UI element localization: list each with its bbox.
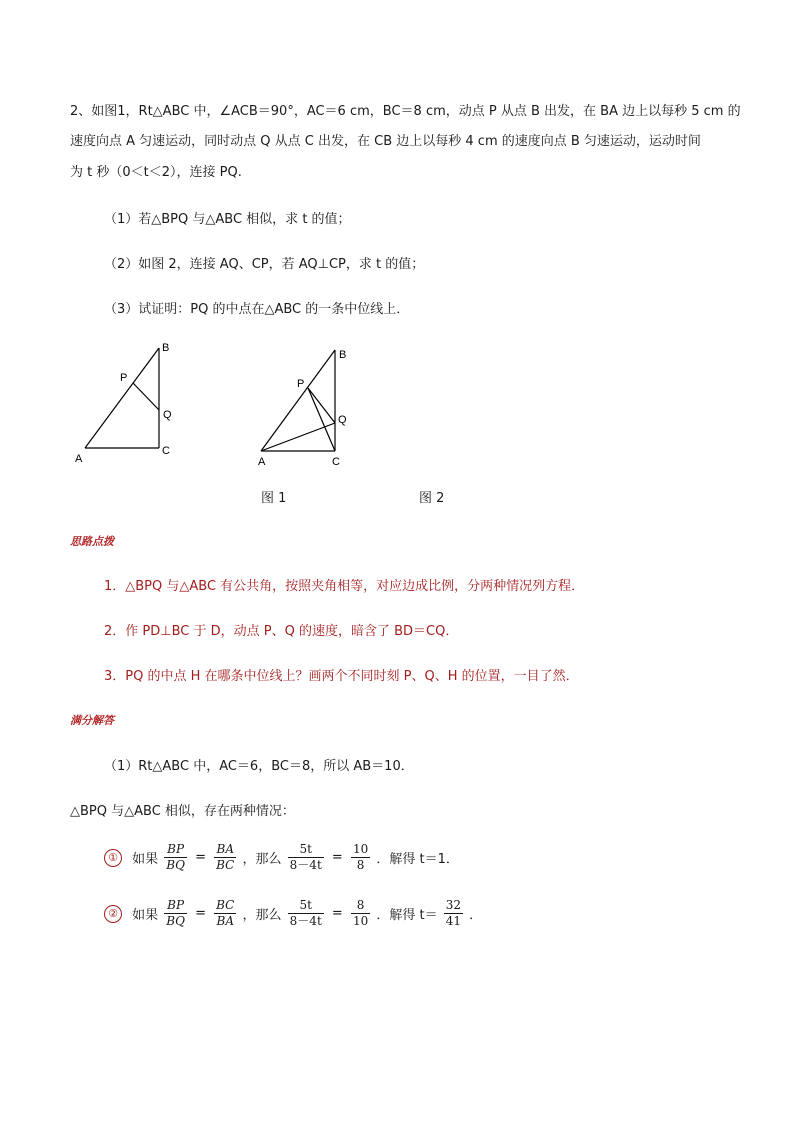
figure-2 [250,345,370,475]
case-2-mid: ，那么 [242,908,282,923]
hints-heading: 思路点拨 [70,535,114,548]
fig1-label-p: P [120,372,128,384]
case-2-fraction-32-41 [444,898,463,929]
fig2-label-c: C [332,456,340,468]
frac-numerator: 32 [445,898,462,912]
case-2-fraction-8-10 [351,898,370,929]
frac-numerator: BP [164,842,187,858]
figure-1 [70,340,190,470]
case-1-fraction-bp-bq [164,842,187,873]
case-1-result: ．解得 t＝1． [376,852,459,867]
frac-denominator: BQ [166,914,185,928]
case-1-fraction-5t [288,842,324,873]
fig2-label-p: P [297,378,305,390]
frac-denominator: 8－4t [289,858,322,872]
fig1-label-q: Q [163,409,172,421]
frac-numerator: BP [164,898,187,914]
case-1-prefix: 如果 [132,852,159,867]
case-1-mid: ，那么 [242,852,282,867]
case-1-number: ① [104,849,122,867]
hint-2: 2．作 PD⊥BC 于 D，动点 P、Q 的速度，暗含了 BD＝CQ． [104,624,459,639]
case-1-fraction-10-8 [351,842,370,873]
fig2-segment-pq [308,388,335,423]
frac-denominator: 8 [356,858,365,872]
fig1-label-a: A [75,453,83,465]
equals-sign: = [331,906,343,921]
frac-numerator: 5t [288,842,324,858]
case-2-fraction-5t [288,898,324,929]
case-1-fraction-ba-bc [214,842,236,873]
solution-case-1 [104,842,459,873]
case-2-result: ．解得 t＝ [376,908,438,923]
question-2: （2）如图 2，连接 AQ、CP，若 AQ⊥CP，求 t 的值； [104,257,425,272]
fig1-label-b: B [162,342,170,354]
solution-heading: 满分解答 [70,714,114,727]
problem-line-3: 为 t 秒（0＜t＜2），连接 PQ. [70,165,242,180]
problem-line-2: 速度向点 A 匀速运动，同时动点 Q 从点 C 出发，在 CB 边上以每秒 4 cm 的速度向点 B 匀速运动，运动时间 [70,134,701,149]
fig2-label-q: Q [338,414,347,426]
case-2-prefix: 如果 [132,908,159,923]
fig1-label-c: C [162,445,170,457]
equals-sign: = [195,850,206,865]
frac-numerator: 8 [351,898,370,914]
fig1-segment-pq [133,383,159,410]
frac-numerator: 10 [352,842,369,856]
hint-3: 3．PQ 的中点 H 在哪条中位线上？画两个不同时刻 P、Q、H 的位置，一目了然． [104,669,579,684]
fig2-label-b: B [339,349,347,361]
question-3: （3）试证明：PQ 的中点在△ABC 的一条中位线上． [104,302,410,317]
problem-line-1: 2、如图1，Rt△ABC 中，∠ACB＝90°，AC＝6 cm，BC＝8 cm，动点 P 从点 B 出发，在 BA 边上以每秒 5 cm 的 [70,104,741,119]
figure-1-caption: 图 1 [261,491,287,506]
figure-2-caption: 图 2 [419,491,445,506]
hint-1: 1．△BPQ 与△ABC 有公共角，按照夹角相等，对应边成比例，分两种情况列方程． [104,579,585,594]
solution-step-1: （1）Rt△ABC 中，AC＝6，BC＝8，所以 AB＝10． [104,759,414,774]
frac-denominator: 10 [352,914,369,928]
frac-numerator: 5t [288,898,324,914]
fig2-segment-aq [261,423,335,451]
frac-denominator: BA [216,914,234,928]
fig2-segment-cp [308,388,335,451]
frac-denominator: 41 [445,914,462,928]
frac-denominator: BQ [166,858,185,872]
fig2-side-ab [261,350,335,451]
solution-case-2 [104,898,482,929]
equals-sign: = [331,850,343,865]
frac-denominator: 8－4t [289,914,322,928]
frac-numerator: BA [214,842,236,858]
case-2-fraction-bc-ba [214,898,236,929]
question-1: （1）若△BPQ 与△ABC 相似，求 t 的值； [104,212,351,227]
solution-step-2: △BPQ 与△ABC 相似，存在两种情况： [70,804,295,819]
case-2-fraction-bp-bq [164,898,187,929]
frac-numerator: BC [216,898,235,912]
frac-denominator: BC [216,858,235,872]
equals-sign: = [195,906,206,921]
case-2-end: ． [469,908,483,923]
fig2-label-a: A [258,456,266,468]
case-2-number: ② [104,905,122,923]
